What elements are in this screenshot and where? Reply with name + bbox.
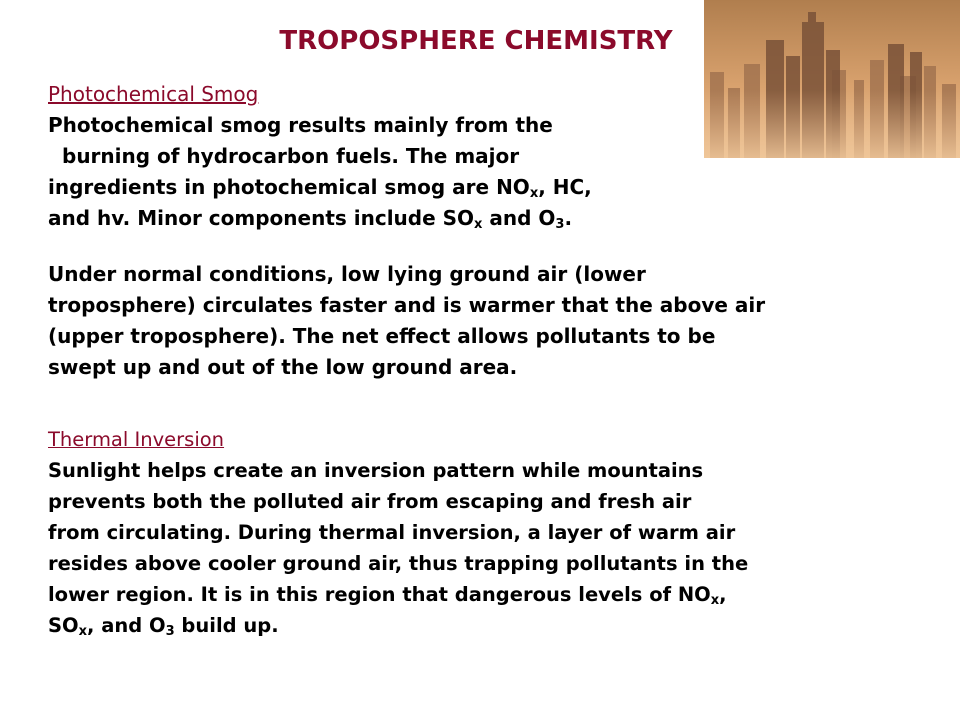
- smog-text-line: ingredients in photochemical smog are $NO_x$, HC,: [48, 175, 592, 201]
- smog-text-line: Photochemical smog results mainly from the: [48, 113, 553, 137]
- normal-text-line: (upper troposphere). The net effect allows pollutants to be: [48, 324, 716, 348]
- normal-conditions-section: [48, 259, 765, 383]
- normal-text-line: troposphere) circulates faster and is warmer that the above air: [48, 293, 766, 317]
- thermal-inversion-section: [48, 424, 748, 641]
- thermal-inversion-heading: Thermal Inversion: [48, 428, 225, 451]
- smog-city-photo: [704, 0, 960, 158]
- inversion-text-line: prevents both the polluted air from escaping and fresh air: [48, 490, 692, 513]
- smog-text-line: and hv. Minor components include $SO_x$ and $O_3$.: [48, 206, 573, 232]
- slide-title: TROPOSPHERE CHEMISTRY: [279, 26, 673, 56]
- photochemical-smog-section: [48, 79, 592, 234]
- photochemical-smog-heading: Photochemical Smog: [48, 82, 259, 106]
- smog-text-line: burning of hydrocarbon fuels. The major: [62, 144, 520, 168]
- smog-skyline-image: [704, 0, 960, 158]
- normal-text-line: swept up and out of the low ground area.: [48, 355, 518, 379]
- inversion-text-line: Sunlight helps create an inversion pattern while mountains: [48, 459, 704, 482]
- inversion-text-line: from circulating. During thermal inversion, a layer of warm air: [48, 521, 736, 544]
- normal-text-line: Under normal conditions, low lying ground air (lower: [48, 262, 646, 286]
- inversion-text-line: lower region. It is in this region that dangerous levels of $NO_x$,: [48, 583, 727, 608]
- inversion-text-line: $SO_x$, and $O_3$ build up.: [48, 614, 279, 639]
- inversion-text-line: resides above cooler ground air, thus trapping pollutants in the: [48, 552, 749, 575]
